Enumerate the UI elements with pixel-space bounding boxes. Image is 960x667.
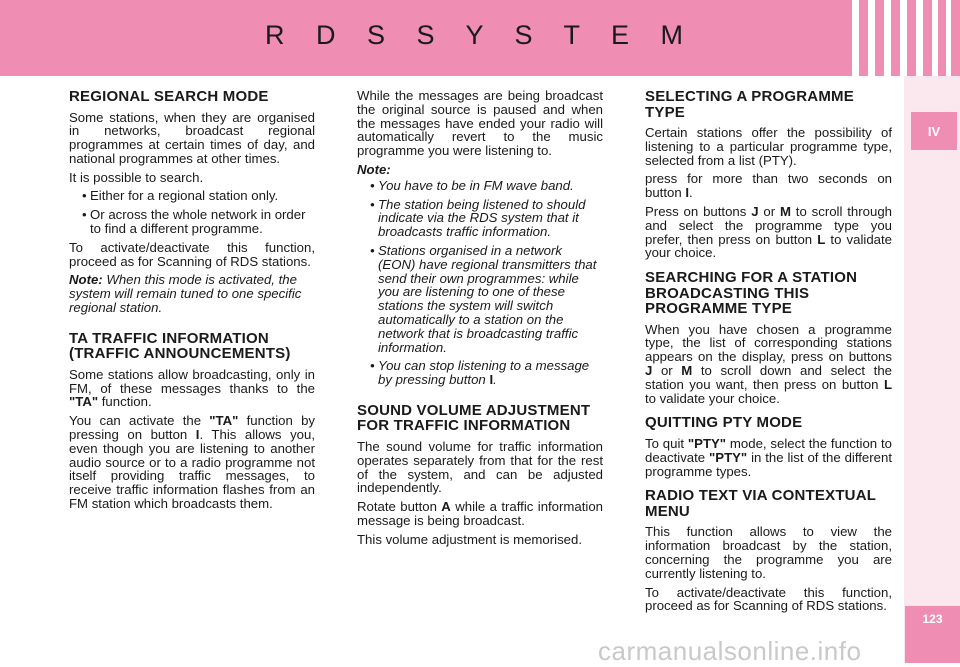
paragraph: To activate/deactivate this function, proceed as for Scanning of RDS stations.	[645, 584, 892, 614]
text: To quit	[645, 435, 688, 451]
section-searching-station	[645, 270, 892, 405]
text: mode, select the function to deactivate	[645, 435, 892, 465]
paragraph: This function allows to view the information broadcast by the station, concerning the programme you are currently listening to.	[645, 524, 892, 581]
text: to validate your choice.	[645, 231, 893, 261]
bold-text: I	[489, 372, 494, 388]
section-ta-traffic	[69, 331, 315, 511]
column-1	[69, 89, 315, 521]
paragraph	[357, 500, 603, 528]
text: . This allows you, even though you are listening to another audio source or to a radio programme not itself providing traffic messages, to receive traffic information flashes from an FM station which broadcasts them.	[69, 427, 315, 512]
section-heading: SEARCHING FOR A STATION BROADCASTING THIS PROGRAMME TYPE	[645, 269, 858, 318]
paragraph	[645, 172, 892, 200]
column-3	[645, 89, 892, 623]
section-programme-type	[645, 89, 892, 260]
section-traffic-continued	[357, 89, 603, 387]
list-item	[357, 359, 603, 387]
bold-text: L	[817, 231, 826, 247]
note-label: Note:	[69, 272, 103, 288]
section-sound-volume	[357, 403, 603, 547]
section-heading: REGIONAL SEARCH MODE	[69, 88, 269, 105]
text: or	[652, 363, 682, 379]
text: to scroll through and select the programme type you prefer, then press on button	[645, 203, 892, 247]
list-item: • Stations organised in a network (EON) have regional transmitters that send their own programmes: while you are listening to one of these stations the system will switch automatically to a station on the network that is broadcasting traffic information.	[357, 244, 603, 354]
paragraph: It is possible to search.	[69, 169, 204, 185]
text: to validate your choice.	[645, 390, 780, 406]
text: Press on buttons	[645, 203, 752, 219]
text: while a traffic information message is being broadcast.	[357, 499, 603, 528]
section-heading: RADIO TEXT VIA CONTEXTUAL MENU	[645, 487, 876, 520]
list-item: • Either for a regional station only.	[69, 189, 315, 203]
paragraph: This volume adjustment is memorised.	[357, 531, 582, 547]
section-regional-search	[69, 89, 315, 315]
list-item: • Or across the whole network in order to find a different programme.	[69, 208, 315, 236]
paragraph	[69, 414, 315, 511]
text: You can stop listening to a message by pressing button	[378, 358, 590, 388]
list-item: • The station being listened to should indicate via the RDS system that it broadcasts traffic information.	[357, 198, 603, 239]
bold-text: "TA"	[69, 394, 99, 410]
text: Rotate button	[357, 499, 442, 515]
paragraph	[645, 323, 892, 406]
text: function.	[98, 394, 152, 410]
section-radio-text	[645, 488, 892, 613]
page-number: 123	[905, 606, 960, 663]
paragraph: Certain stations offer the possibility of listening to a particular programme type, selected from a list (PTY).	[645, 125, 892, 168]
text: to scroll down and select the station you want, then press on button	[645, 363, 892, 392]
sidebar-strip	[904, 76, 960, 663]
note-list	[357, 179, 603, 387]
text: When you have chosen a programme type, the list of corresponding stations appears on the display, press on buttons	[645, 321, 892, 365]
note-label: Note:	[357, 161, 391, 177]
bold-text: J	[751, 203, 759, 219]
section-heading: SOUND VOLUME ADJUSTMENT FOR TRAFFIC INFORMATION	[357, 401, 591, 435]
section-heading: QUITTING PTY MODE	[645, 414, 803, 432]
chapter-tab: IV	[911, 112, 957, 150]
column-2	[357, 89, 603, 557]
paragraph	[69, 368, 315, 409]
paragraph: While the messages are being broadcast the original source is paused and when the messages have ended your radio will automatically revert to the music programme you were listening to.	[357, 88, 603, 159]
bold-text: J	[645, 363, 653, 379]
bold-text: M	[681, 363, 693, 379]
paragraph: To activate/deactivate this function, proceed as for Scanning of RDS stations.	[69, 239, 315, 269]
paragraph	[645, 437, 892, 478]
text: .	[689, 185, 693, 201]
bold-text: "PTY"	[709, 449, 748, 465]
page-header	[0, 0, 960, 76]
list-item: • You have to be in FM wave band.	[357, 179, 603, 193]
bold-text: I	[685, 185, 690, 201]
text: in the list of the different programme types.	[645, 449, 892, 479]
bold-text: M	[779, 203, 791, 219]
bold-text: "PTY"	[687, 435, 727, 451]
bold-text: A	[441, 499, 451, 515]
paragraph: The sound volume for traffic information operates separately from that for the rest of the system, and can be adjusted independently.	[357, 438, 603, 496]
paragraph: Some stations, when they are organised in networks, broadcast regional programmes at certain times of day, and national programmes at other times.	[69, 109, 315, 166]
section-heading: TA TRAFFIC INFORMATION (TRAFFIC ANNOUNCEMENTS)	[69, 329, 291, 363]
note-text: When this mode is activated, the system will remain tuned to one specific regional station.	[69, 272, 302, 316]
text: function by pressing on button	[69, 413, 315, 443]
page-title: R D S S Y S T E M	[264, 20, 696, 50]
bold-text: "TA"	[209, 413, 239, 429]
bold-text: L	[883, 376, 892, 392]
bullet-list	[69, 189, 315, 235]
text: .	[493, 372, 497, 388]
bold-text: I	[195, 427, 200, 443]
paragraph	[645, 205, 892, 260]
section-quitting-pty	[645, 415, 892, 478]
text: You can activate the	[69, 413, 210, 429]
text: or	[758, 203, 780, 219]
watermark: carmanualsonline.info	[598, 636, 862, 666]
section-heading: SELECTING A PROGRAMME TYPE	[645, 88, 854, 121]
text: press for more than two seconds on button	[645, 171, 892, 201]
note-paragraph	[69, 273, 315, 314]
text: Some stations allow broadcasting, only in FM, of these messages thanks to the	[69, 366, 315, 396]
